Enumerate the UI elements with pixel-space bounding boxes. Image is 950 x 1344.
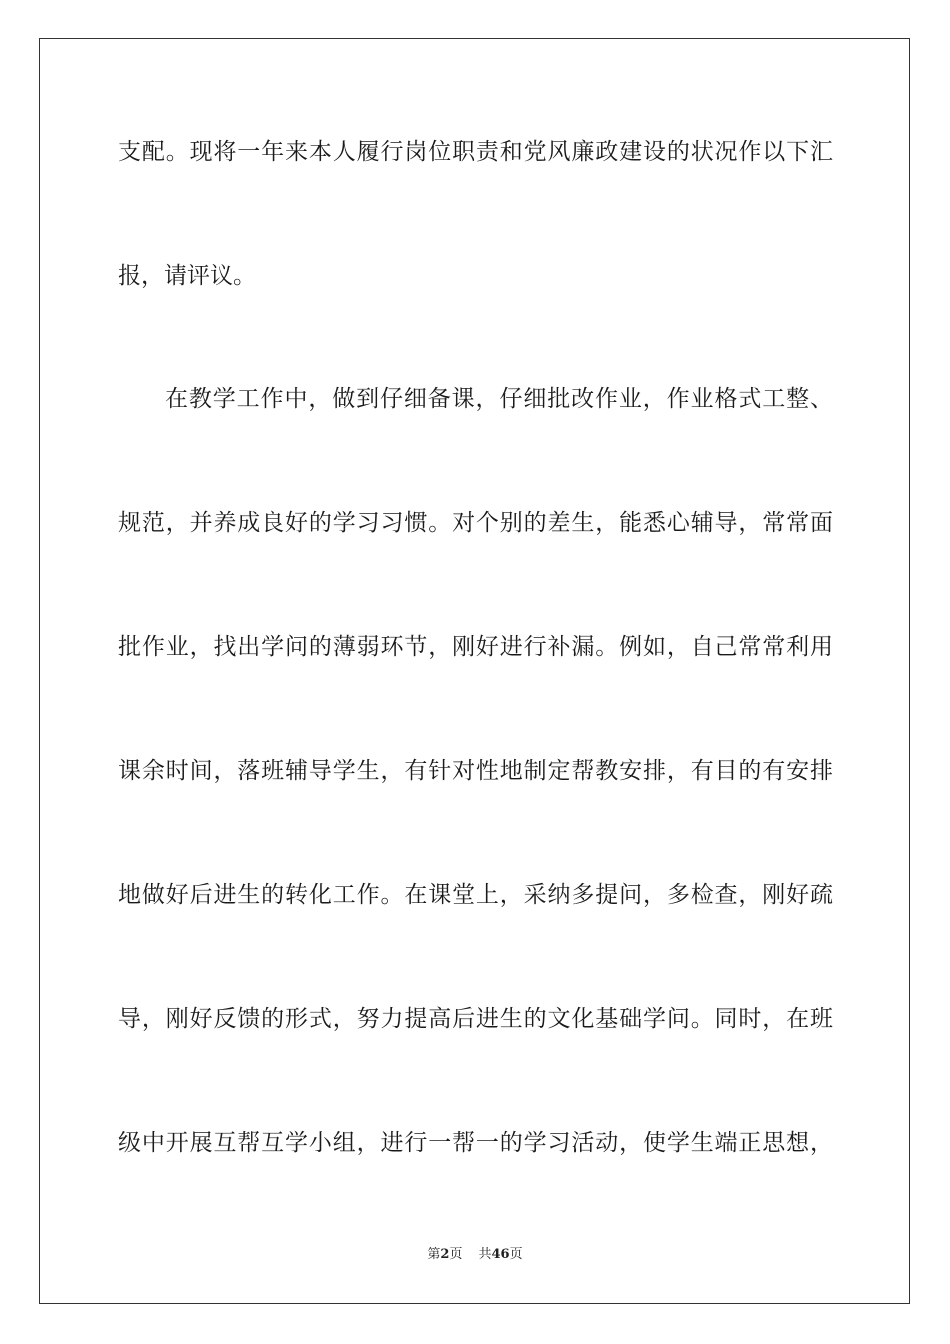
page-label-suffix: 页 [449,1247,463,1262]
body-text-line-2: 报，请评议。 [118,263,256,289]
total-pages: 46 [491,1247,510,1262]
body-text-line-7: 地做好后进生的转化工作。在课堂上，采纳多提问，多检查，刚好疏 [118,882,833,908]
page-border [39,38,910,1304]
page-footer [0,1246,950,1264]
total-label-suffix: 页 [509,1247,523,1262]
body-text-line-5: 批作业，找出学问的薄弱环节，刚好进行补漏。例如，自己常常利用 [118,634,833,660]
body-text-line-6: 课余时间，落班辅导学生，有针对性地制定帮教安排，有目的有安排 [118,758,833,784]
body-text-line-4: 规范，并养成良好的学习习惯。对个别的差生，能悉心辅导，常常面 [118,510,833,536]
body-text-line-8: 导，刚好反馈的形式，努力提高后进生的文化基础学问。同时，在班 [118,1006,833,1032]
body-text-line-9: 级中开展互帮互学小组，进行一帮一的学习活动，使学生端正思想， [118,1130,833,1156]
page-number: 2 [440,1247,450,1262]
total-label-prefix: 共 [478,1247,492,1262]
page-label-prefix: 第 [427,1247,441,1262]
body-text-line-1: 支配。现将一年来本人履行岗位职责和党风廉政建设的状况作以下汇 [118,139,833,165]
body-text-line-3: 在教学工作中，做到仔细备课，仔细批改作业，作业格式工整、 [165,386,833,412]
